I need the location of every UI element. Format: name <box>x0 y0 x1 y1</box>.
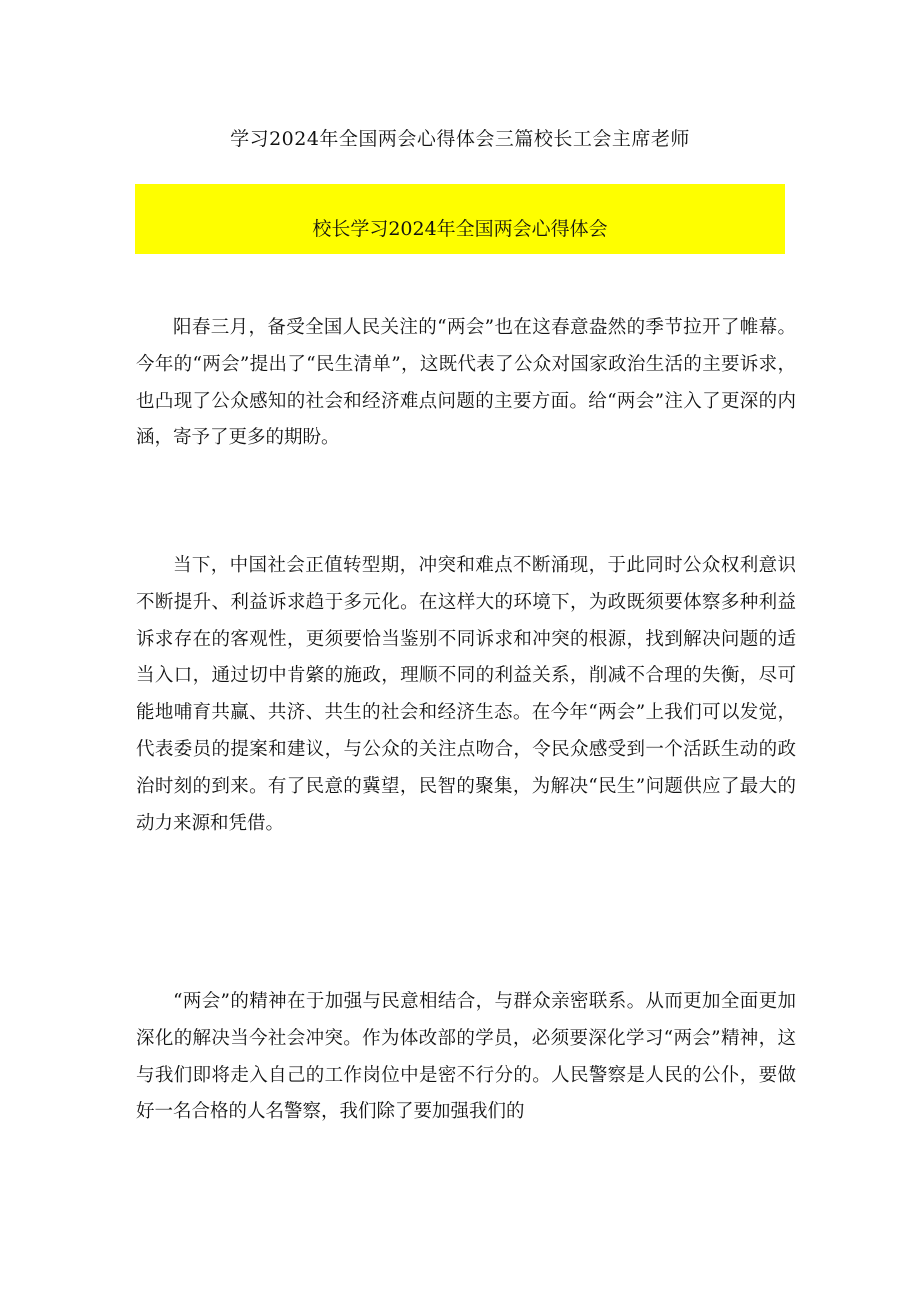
paragraph-3: “两会”的精神在于加强与民意相结合，与群众亲密联系。从而更加全面更加深化的解决当今社会冲突。作为体改部的学员，必须要深化学习“两会”精神，这与我们即将走入自己的工作岗位中是密不行分的。人民警察是人民的公仆，要做好一名合格的人名警察，我们除了要加强我们的 <box>136 991 796 1123</box>
paragraph-2: 当下，中国社会正值转型期，冲突和难点不断涌现，于此同时公众权利意识不断提升、利益诉求趋于多元化。在这样大的环境下，为政既须要体察多种利益诉求存在的客观性，更须要恰当鉴别不同诉求和冲突的根源，找到解决问题的适当入口，通过切中肯綮的施政，理顺不同的利益关系，削减不合理的失衡，尽可能地哺育共赢、共济、共生的社会和经济生态。在今年“两会”上我们可以发觉，代表委员的提案和建议，与公众的关注点吻合，令民众感受到一个活跃生动的政治时刻的到来。有了民意的冀望，民智的聚集，为解决“民生”问题供应了最大的动力来源和凭借。 <box>136 555 796 834</box>
document-title: 学习2024年全国两会心得体会三篇校长工会主席老师 <box>230 128 690 150</box>
paragraph-1: 阳春三月，备受全国人民关注的“两会”也在这春意盎然的季节拉开了帷幕。今年的“两会”提出了“民生清单”，这既代表了公众对国家政治生活的主要诉求，也凸现了公众感知的社会和经济难点问题的主要方面。给“两会”注入了更深的内涵，寄予了更多的期盼。 <box>136 317 796 449</box>
section-title: 校长学习2024年全国两会心得体会 <box>312 218 608 240</box>
